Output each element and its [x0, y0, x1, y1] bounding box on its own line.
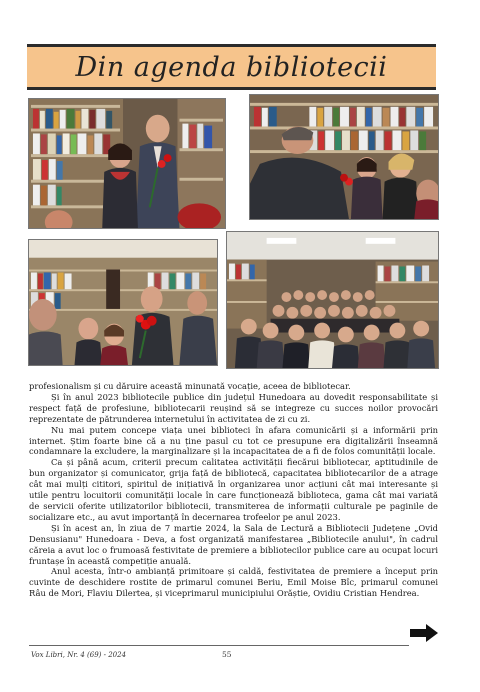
- photo-top-left: [28, 98, 226, 229]
- publication-name: Vox Libri, Nr. 4 (69) - 2024: [31, 651, 127, 659]
- article-paragraph: Și în anul 2023 bibliotecile publice din județul Hunedoara au dovedit responsabilitate și respect față de profesiune, bibliotecarii reușind să se integreze cu succes noilor provocări reprezentate de pătrunderea internetului în activitatea de zi cu zi.: [29, 391, 438, 424]
- section-title: Din agenda bibliotecii: [75, 51, 388, 83]
- photo-mid-right: [226, 231, 439, 369]
- article-paragraph: Nu mai putem concepe viața unei biblioteci în afara comunicării și a informării prin internet. Știm foarte bine că a nu ține pasul cu tot ce presupune era digitalizării înseamnă condamnare la excludere, la marginalizare și la incapacitatea de a fi de folos comunității locale.: [29, 424, 438, 457]
- article-paragraph: Și în acest an, în ziua de 7 martie 2024, la Sala de Lectură a Bibliotecii Județene „Ovid Densusianu" Hunedoara - Deva, a fost organizată manifestarea „Bibliotecile anului", în cadrul căreia a avut loc o frumoasă festivitate de premiere a bibliotecilor publice care au ocupat locuri fruntașe în această competiție anuală.: [29, 522, 438, 566]
- arrow-right-icon[interactable]: [409, 623, 439, 643]
- page-number: 55: [222, 650, 232, 659]
- article-paragraph: profesionalism și cu dăruire această minunată vocație, aceea de bibliotecar.: [29, 381, 351, 391]
- section-banner: [27, 44, 436, 90]
- article-paragraph: Ca și până acum, criterii precum calitatea activității fiecărui bibliotecar, aptitudinile de bun organizator și comunicator, grija față de bibliotecă, capacitatea bibliotecarilor de a atrage cât mai mulți cititori, spiritul de inițiativă în organizarea unor acțiuni cât mai interesante și utile pentru locuitorii comunității locale în care funcționează biblioteca, gama cât mai variată de servicii oferite utilizatorilor bibliotecii, transmiterea de informații culturale pe paginile de socializare etc., au avut importanță în decernarea trofeelor pe anul 2023.: [29, 457, 438, 522]
- photo-mid-left: [28, 239, 218, 366]
- footer-divider: [29, 645, 409, 646]
- photo-top-right: [249, 94, 439, 220]
- article-paragraph: Anul acesta, într-o ambianță primitoare și caldă, festivitatea de premiere a început prin cuvinte de deschidere rostite de primarul comunei Beriu, Emil Moise Bîc, primarul comunei Râu de Mori, Flaviu Dilertea, și viceprimarul municipiului Orăștie, Ovidiu Cristian Hendrea.: [29, 566, 438, 599]
- article-body: [29, 381, 438, 599]
